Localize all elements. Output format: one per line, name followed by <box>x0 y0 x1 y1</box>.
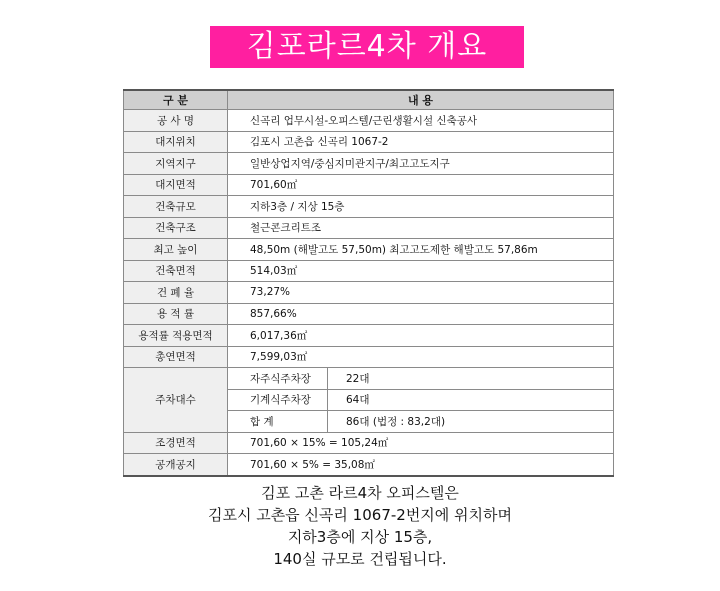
row-label: 최고 높이 <box>124 239 228 261</box>
row-value: 지하3층 / 지상 15층 <box>228 196 614 218</box>
parking-item-name: 기계식주차장 <box>228 389 328 411</box>
row-value: 701,60 × 15% = 105,24㎡ <box>228 432 614 454</box>
table-row <box>124 110 614 132</box>
row-label: 용 적 률 <box>124 303 228 325</box>
table-row <box>124 239 614 261</box>
parking-item-name: 자주식주차장 <box>228 368 328 390</box>
table-header-row <box>124 90 614 110</box>
description-text <box>0 482 720 570</box>
header-content: 내 용 <box>228 90 614 110</box>
header-category: 구 분 <box>124 90 228 110</box>
row-value: 김포시 고촌읍 신곡리 1067-2 <box>228 131 614 153</box>
parking-item-value: 86대 (법정 : 83,2대) <box>328 411 614 433</box>
row-label: 건축면적 <box>124 260 228 282</box>
parking-row <box>124 368 614 390</box>
row-label: 용적률 적용면적 <box>124 325 228 347</box>
table-row <box>124 432 614 454</box>
table-row <box>124 260 614 282</box>
overview-table <box>123 89 614 477</box>
table-row <box>124 303 614 325</box>
row-label: 공개공지 <box>124 454 228 476</box>
description-line: 지하3층에 지상 15층, <box>287 528 433 546</box>
table-row <box>124 454 614 476</box>
description-line: 140실 규모로 건립됩니다. <box>273 550 447 568</box>
row-label: 대지면적 <box>124 174 228 196</box>
table-row <box>124 174 614 196</box>
table-row <box>124 217 614 239</box>
row-value: 6,017,36㎡ <box>228 325 614 347</box>
table-row <box>124 325 614 347</box>
row-label: 대지위치 <box>124 131 228 153</box>
table-row <box>124 131 614 153</box>
row-value: 701,60㎡ <box>228 174 614 196</box>
table-row <box>124 153 614 175</box>
parking-item-value: 22대 <box>328 368 614 390</box>
table-row <box>124 282 614 304</box>
page-title: 김포라르4차 개요 <box>246 29 488 64</box>
row-label: 건축구조 <box>124 217 228 239</box>
row-value: 514,03㎡ <box>228 260 614 282</box>
title-banner <box>210 26 524 68</box>
parking-item-value: 64대 <box>328 389 614 411</box>
row-value: 857,66% <box>228 303 614 325</box>
row-label: 공 사 명 <box>124 110 228 132</box>
parking-label: 주차대수 <box>124 368 228 433</box>
row-label: 건축규모 <box>124 196 228 218</box>
row-value: 7,599,03㎡ <box>228 346 614 368</box>
parking-item-name: 합 계 <box>228 411 328 433</box>
row-value: 701,60 × 5% = 35,08㎡ <box>228 454 614 476</box>
row-value: 신곡리 업무시설-오피스텔/근린생활시설 신축공사 <box>228 110 614 132</box>
row-value: 일반상업지역/중심지미관지구/최고고도지구 <box>228 153 614 175</box>
table-row <box>124 346 614 368</box>
row-value: 73,27% <box>228 282 614 304</box>
row-value: 철근콘크리트조 <box>228 217 614 239</box>
row-label: 총연면적 <box>124 346 228 368</box>
table-row <box>124 196 614 218</box>
description-line: 김포 고촌 라르4차 오피스텔은 <box>261 484 459 502</box>
description-line: 김포시 고촌읍 신곡리 1067-2번지에 위치하며 <box>207 506 513 524</box>
row-label: 건 폐 율 <box>124 282 228 304</box>
row-value: 48,50m (해발고도 57,50m) 최고고도제한 해발고도 57,86m <box>228 239 614 261</box>
row-label: 조경면적 <box>124 432 228 454</box>
row-label: 지역지구 <box>124 153 228 175</box>
